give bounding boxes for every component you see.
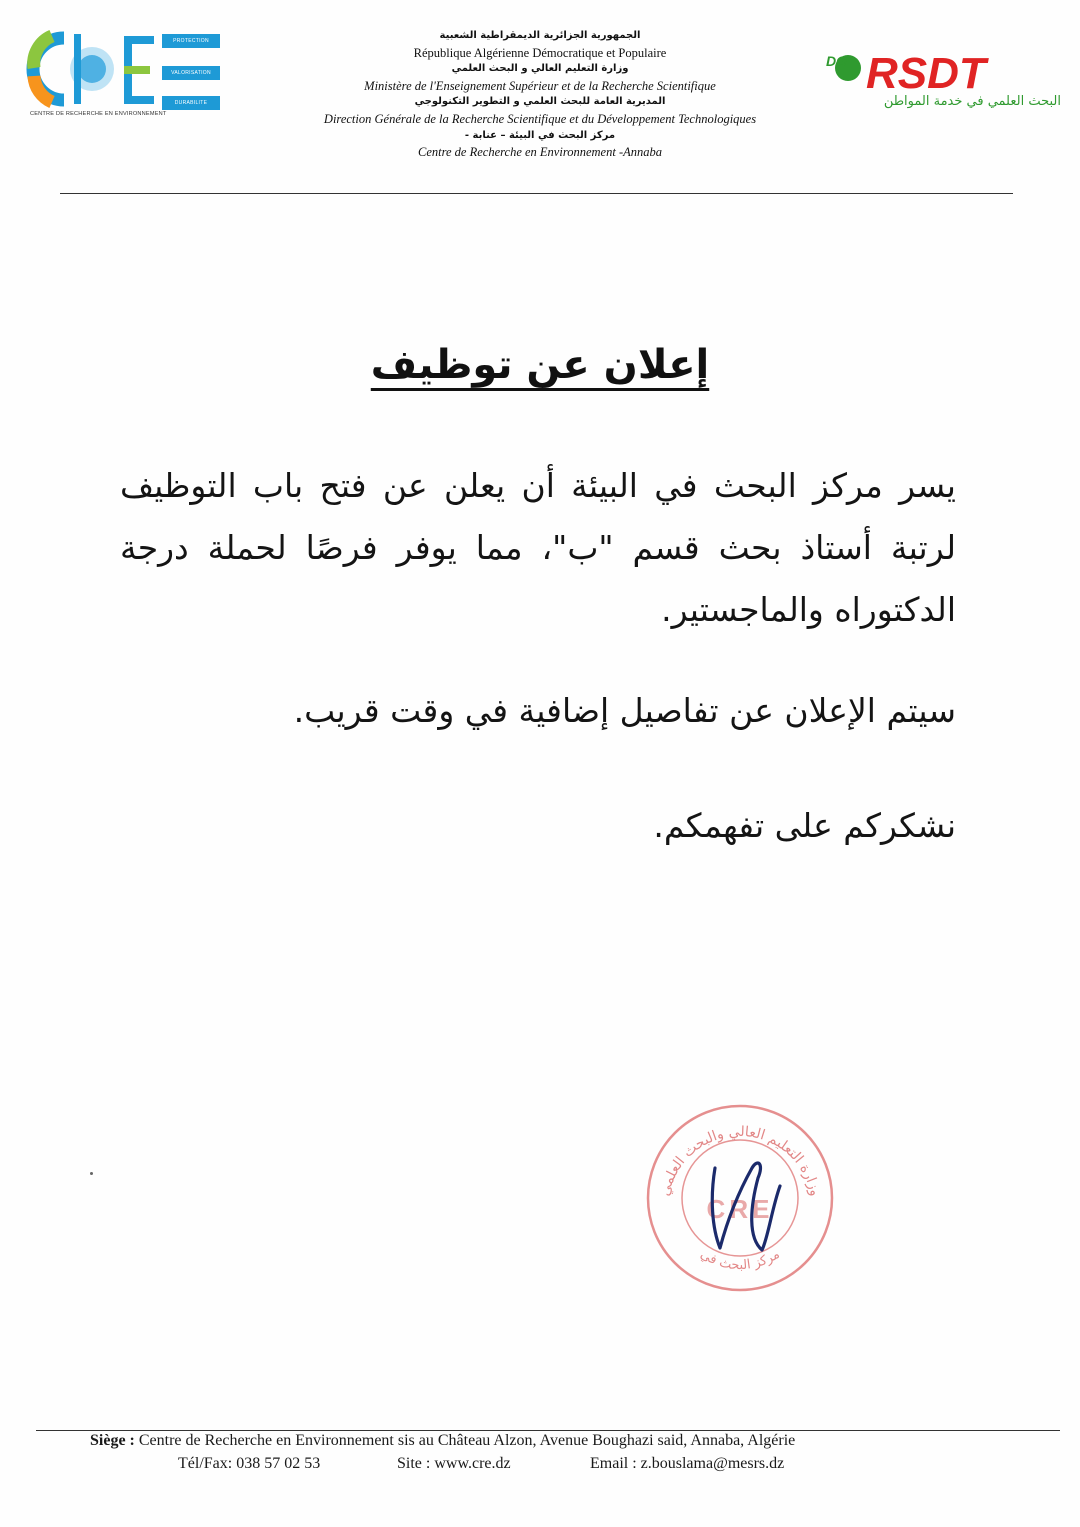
letterhead-line-ar-ministry: وزارة التعليم العالي و البحث العلمي — [451, 63, 629, 75]
footer-website: Site : www.cre.dz — [397, 1455, 511, 1472]
announcement-paragraph-1: يسر مركز البحث في البيئة أن يعلن عن فتح باب التوظيف لرتبة أستاذ بحث قسم "ب"، مما يوفر فرصًا لحملة درجة الدكتوراه والماجستير. — [120, 466, 956, 629]
announcement-paragraph-3: نشكركم على تفهمكم. — [653, 806, 956, 845]
rsdt-letters: RSDT — [866, 50, 986, 94]
cre-tag-durabilite: DURABILITE — [162, 96, 220, 110]
cre-logo — [22, 28, 211, 120]
dgrsdt-logo-mark — [818, 50, 1063, 94]
letterhead-line-fr-directorate: Direction Générale de la Recherche Scientifique et du Développement Technologiques — [323, 111, 757, 126]
footer-address — [90, 1432, 1040, 1450]
letterhead-line-ar-centre: مركز البحث في البيئة – عنابة - — [464, 129, 616, 141]
dg-letters: DG — [826, 53, 847, 69]
stamp-center-text: CRE — [706, 1194, 774, 1224]
svg-text:وزارة التعليم العالي والبحث ال — [657, 1124, 823, 1198]
letterhead-line-fr-republic: République Algérienne Démocratique et Populaire — [413, 45, 667, 60]
footer-tel-fax: Tél/Fax: 038 57 02 53 — [178, 1455, 321, 1472]
letterhead-line-ar-republic: الجمهورية الجزائرية الديمقراطية الشعبية — [439, 30, 641, 41]
announcement-title — [0, 342, 1080, 388]
scan-speck — [90, 1172, 93, 1175]
footer-siege-label: Siège : — [90, 1432, 135, 1449]
cre-tag-valorisation: VALORISATION — [162, 66, 220, 80]
letterhead-line-fr-centre: Centre de Recherche en Environnement -Annaba — [417, 145, 662, 160]
letterhead-line-fr-ministry: Ministère de l'Enseignement Supérieur et de la Recherche Scientifique — [364, 78, 716, 93]
cre-tag-protection: PROTECTION — [162, 34, 220, 48]
footer-address-text: Centre de Recherche en Environnement sis au Château Alzon, Avenue Boughazi said, Annaba, Algérie — [138, 1432, 796, 1449]
official-stamp — [640, 1098, 840, 1298]
stamp-bottom-text: مركز البحث في — [697, 1246, 783, 1274]
stamp-outer-text: وزارة التعليم العالي والبحث العلمي — [656, 1123, 823, 1198]
letterhead-line-ar-directorate: المديرية العامة للبحث العلمي و التطوير التكنولوجي — [414, 96, 666, 108]
announcement-title-text: إعلان عن توظيف — [370, 342, 710, 388]
dgrsdt-logo — [818, 50, 1063, 120]
announcement-paragraph-2: سيتم الإعلان عن تفاصيل إضافية في وقت قريب. — [293, 691, 956, 730]
footer-email: Email : z.bouslama@mesrs.dz — [590, 1455, 785, 1472]
cre-logo-caption: CENTRE DE RECHERCHE EN ENVIRONNEMENT — [30, 111, 167, 117]
cre-logo-mark — [22, 28, 162, 113]
header-divider — [60, 193, 1013, 194]
footer-divider — [36, 1430, 1060, 1431]
rsdt-tagline: البحث العلمي في خدمة المواطن — [883, 94, 1061, 109]
svg-text:مركز البحث في — [698, 1247, 783, 1273]
stamp-graphic — [640, 1098, 840, 1298]
letterhead — [250, 28, 830, 161]
